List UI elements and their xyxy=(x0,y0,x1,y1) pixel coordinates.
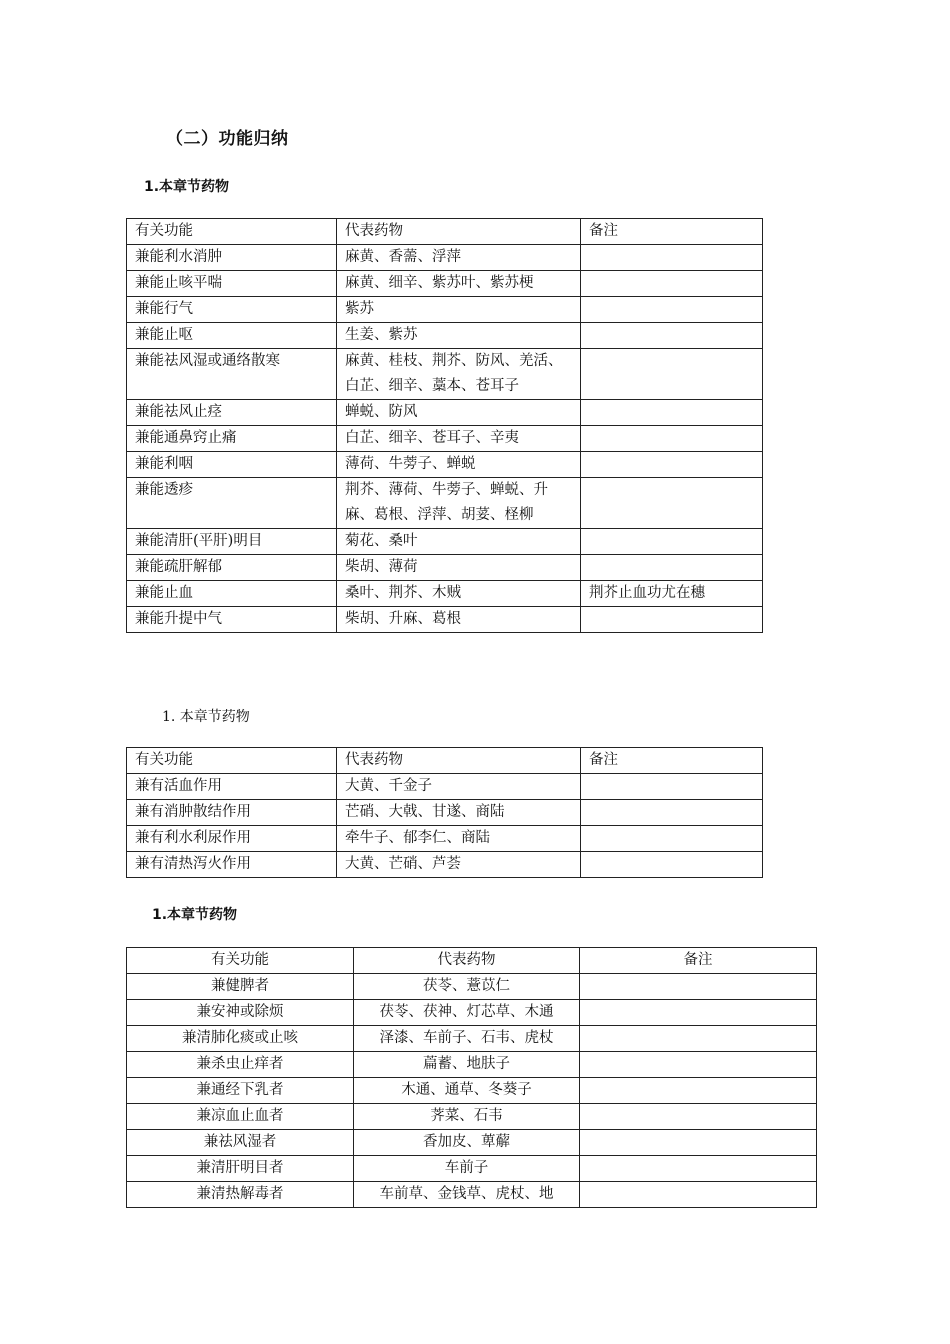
header-row xyxy=(127,219,763,245)
drugs-cell: 生姜、紫苏 xyxy=(337,323,581,349)
column-header: 代表药物 xyxy=(337,219,581,245)
drugs-cell: 木通、通草、冬葵子 xyxy=(354,1078,580,1104)
column-header: 有关功能 xyxy=(127,948,354,974)
notes-cell xyxy=(581,774,763,800)
function-cell: 兼能疏肝解郁 xyxy=(127,555,337,581)
function-cell: 兼清肝明目者 xyxy=(127,1156,354,1182)
table-row xyxy=(127,426,763,452)
notes-cell xyxy=(580,1104,817,1130)
table-row xyxy=(127,323,763,349)
function-cell: 兼清肺化痰或止咳 xyxy=(127,1026,354,1052)
drugs-cell: 香加皮、萆薢 xyxy=(354,1130,580,1156)
drugs-cell: 萹蓄、地肤子 xyxy=(354,1052,580,1078)
drugs-cell: 车前草、金钱草、虎杖、地 xyxy=(354,1182,580,1208)
function-cell: 兼祛风湿者 xyxy=(127,1130,354,1156)
notes-cell xyxy=(581,349,763,400)
functions-table-3 xyxy=(126,947,817,1208)
notes-cell xyxy=(581,800,763,826)
drugs-cell: 麻黄、细辛、紫苏叶、紫苏梗 xyxy=(337,271,581,297)
function-cell: 兼有消肿散结作用 xyxy=(127,800,337,826)
function-cell: 兼有活血作用 xyxy=(127,774,337,800)
table-row xyxy=(127,1078,817,1104)
functions-table-1 xyxy=(126,218,763,633)
table-row xyxy=(127,452,763,478)
drugs-cell: 薄荷、牛蒡子、蝉蜕 xyxy=(337,452,581,478)
drugs-cell: 蝉蜕、防风 xyxy=(337,400,581,426)
table-row xyxy=(127,974,817,1000)
notes-cell: 荆芥止血功尤在穗 xyxy=(581,581,763,607)
table-row xyxy=(127,245,763,271)
drugs-cell: 菊花、桑叶 xyxy=(337,529,581,555)
table-row xyxy=(127,529,763,555)
table-row xyxy=(127,1130,817,1156)
notes-cell xyxy=(581,478,763,529)
drugs-cell: 荆芥、薄荷、牛蒡子、蝉蜕、升麻、葛根、浮萍、胡荽、柽柳 xyxy=(337,478,581,529)
notes-cell xyxy=(581,271,763,297)
table-row xyxy=(127,271,763,297)
notes-cell xyxy=(580,1156,817,1182)
notes-cell xyxy=(581,607,763,633)
table-row xyxy=(127,1156,817,1182)
drugs-cell: 桑叶、荆芥、木贼 xyxy=(337,581,581,607)
notes-cell xyxy=(580,1130,817,1156)
drugs-cell: 荠菜、石韦 xyxy=(354,1104,580,1130)
function-cell: 兼凉血止血者 xyxy=(127,1104,354,1130)
notes-cell xyxy=(581,245,763,271)
column-header: 备注 xyxy=(580,948,817,974)
notes-cell xyxy=(580,974,817,1000)
function-cell: 兼健脾者 xyxy=(127,974,354,1000)
notes-cell xyxy=(580,1182,817,1208)
column-header: 代表药物 xyxy=(337,748,581,774)
table-row xyxy=(127,1104,817,1130)
column-header: 备注 xyxy=(581,748,763,774)
drugs-cell: 茯苓、茯神、灯芯草、木通 xyxy=(354,1000,580,1026)
functions-table-2 xyxy=(126,747,763,878)
function-cell: 兼能升提中气 xyxy=(127,607,337,633)
drugs-cell: 白芷、细辛、苍耳子、辛夷 xyxy=(337,426,581,452)
function-cell: 兼清热解毒者 xyxy=(127,1182,354,1208)
table-row xyxy=(127,852,763,878)
column-header: 代表药物 xyxy=(354,948,580,974)
table-row xyxy=(127,400,763,426)
column-header: 有关功能 xyxy=(127,748,337,774)
drugs-cell: 车前子 xyxy=(354,1156,580,1182)
function-cell: 兼能透疹 xyxy=(127,478,337,529)
notes-cell xyxy=(580,1000,817,1026)
function-cell: 兼能通鼻窍止痛 xyxy=(127,426,337,452)
notes-cell xyxy=(581,400,763,426)
table-row xyxy=(127,1052,817,1078)
function-cell: 兼能清肝(平肝)明目 xyxy=(127,529,337,555)
function-cell: 兼能利咽 xyxy=(127,452,337,478)
table-row xyxy=(127,297,763,323)
drugs-cell: 大黄、芒硝、芦荟 xyxy=(337,852,581,878)
section-title: （二）功能归纳 xyxy=(166,129,289,149)
drugs-cell: 泽漆、车前子、石韦、虎杖 xyxy=(354,1026,580,1052)
notes-cell xyxy=(581,555,763,581)
drugs-cell: 茯苓、薏苡仁 xyxy=(354,974,580,1000)
table-row xyxy=(127,555,763,581)
header-row xyxy=(127,948,817,974)
table-row xyxy=(127,349,763,400)
table3-heading: 1.本章节药物 xyxy=(152,907,238,923)
notes-cell xyxy=(581,852,763,878)
drugs-cell: 紫苏 xyxy=(337,297,581,323)
notes-cell xyxy=(581,529,763,555)
column-header: 有关功能 xyxy=(127,219,337,245)
drugs-cell: 芒硝、大戟、甘遂、商陆 xyxy=(337,800,581,826)
header-row xyxy=(127,748,763,774)
drugs-cell: 麻黄、香薷、浮萍 xyxy=(337,245,581,271)
function-cell: 兼有利水利尿作用 xyxy=(127,826,337,852)
table-row xyxy=(127,1000,817,1026)
function-cell: 兼能止咳平喘 xyxy=(127,271,337,297)
table-row xyxy=(127,1182,817,1208)
drugs-cell: 大黄、千金子 xyxy=(337,774,581,800)
table-row xyxy=(127,800,763,826)
function-cell: 兼通经下乳者 xyxy=(127,1078,354,1104)
function-cell: 兼能祛风湿或通络散寒 xyxy=(127,349,337,400)
function-cell: 兼安神或除烦 xyxy=(127,1000,354,1026)
function-cell: 兼杀虫止痒者 xyxy=(127,1052,354,1078)
notes-cell xyxy=(581,826,763,852)
notes-cell xyxy=(581,452,763,478)
table1-heading: 1.本章节药物 xyxy=(144,179,230,195)
function-cell: 兼能止呕 xyxy=(127,323,337,349)
column-header: 备注 xyxy=(581,219,763,245)
table-row xyxy=(127,1026,817,1052)
notes-cell xyxy=(581,323,763,349)
function-cell: 兼能祛风止痉 xyxy=(127,400,337,426)
notes-cell xyxy=(580,1026,817,1052)
notes-cell xyxy=(580,1078,817,1104)
drugs-cell: 牵牛子、郁李仁、商陆 xyxy=(337,826,581,852)
table-row xyxy=(127,478,763,529)
table-row xyxy=(127,581,763,607)
drugs-cell: 麻黄、桂枝、荆芥、防风、羌活、白芷、细辛、藁本、苍耳子 xyxy=(337,349,581,400)
function-cell: 兼能行气 xyxy=(127,297,337,323)
notes-cell xyxy=(581,426,763,452)
notes-cell xyxy=(580,1052,817,1078)
drugs-cell: 柴胡、升麻、葛根 xyxy=(337,607,581,633)
table-row xyxy=(127,607,763,633)
table-row xyxy=(127,826,763,852)
notes-cell xyxy=(581,297,763,323)
table-row xyxy=(127,774,763,800)
function-cell: 兼能止血 xyxy=(127,581,337,607)
function-cell: 兼能利水消肿 xyxy=(127,245,337,271)
function-cell: 兼有清热泻火作用 xyxy=(127,852,337,878)
table2-heading: 1. 本章节药物 xyxy=(162,709,250,725)
drugs-cell: 柴胡、薄荷 xyxy=(337,555,581,581)
